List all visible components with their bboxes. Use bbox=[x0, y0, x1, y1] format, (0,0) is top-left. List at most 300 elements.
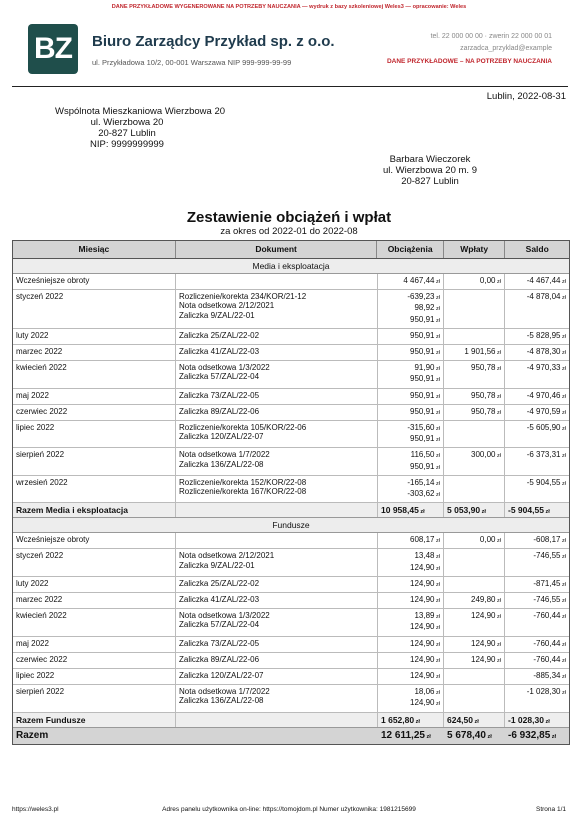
section-total-charges bbox=[378, 503, 444, 517]
cell-month: marzec 2022 bbox=[13, 345, 176, 360]
table-row bbox=[13, 577, 569, 593]
cell-documents bbox=[176, 669, 378, 684]
charge-entry-value: 950,91 bbox=[410, 374, 435, 384]
sender-block bbox=[55, 106, 255, 150]
document-entry: Zaliczka 120/ZAL/22-07 bbox=[179, 432, 264, 442]
cell-balance bbox=[505, 609, 569, 635]
recipient-block bbox=[360, 154, 500, 187]
table-row bbox=[13, 637, 569, 653]
charge-entry-value: -165,14 bbox=[407, 477, 435, 487]
table-row bbox=[13, 345, 569, 361]
cell-documents bbox=[176, 577, 378, 592]
balance-entry-value: -871,45 bbox=[533, 578, 561, 588]
balance-entry bbox=[508, 423, 566, 434]
charge-entry-value: 13,89 bbox=[414, 611, 435, 621]
balance-entry-value: -5 828,95 bbox=[526, 330, 561, 340]
cell-payments bbox=[444, 593, 505, 608]
table-row bbox=[13, 593, 569, 609]
document-entry: Rozliczenie/korekta 152/KOR/22-08 bbox=[179, 477, 307, 487]
currency-label: zł bbox=[560, 581, 566, 588]
document-entry: Zaliczka 73/ZAL/22-05 bbox=[179, 390, 260, 400]
grand-total-balance-value: -6 932,85 bbox=[508, 729, 551, 741]
charge-entry bbox=[381, 655, 440, 666]
charge-entry-value: 124,90 bbox=[410, 562, 435, 572]
currency-label: zł bbox=[560, 674, 566, 681]
cell-documents bbox=[176, 421, 378, 447]
charge-entry bbox=[381, 622, 440, 633]
company-contact-email: zarzadca_przyklad@example bbox=[460, 45, 552, 52]
balance-entry bbox=[508, 347, 566, 358]
table-row bbox=[13, 476, 569, 503]
currency-label: zł bbox=[495, 279, 501, 285]
charge-entry-value: 98,92 bbox=[414, 303, 435, 313]
table-row bbox=[13, 421, 569, 448]
balance-entry-value: -760,44 bbox=[533, 611, 561, 621]
cell-month: Wcześniejsze obroty bbox=[13, 274, 176, 289]
cell-payments bbox=[444, 361, 505, 387]
charge-entry-value: 124,90 bbox=[410, 595, 435, 605]
cell-charges bbox=[378, 329, 444, 344]
balance-entry-value: -608,17 bbox=[533, 535, 561, 545]
cell-documents bbox=[176, 389, 378, 404]
charge-entry bbox=[381, 563, 440, 574]
cell-payments bbox=[444, 685, 505, 711]
currency-label: zł bbox=[495, 598, 501, 605]
cell-charges bbox=[378, 389, 444, 404]
table-row bbox=[13, 329, 569, 345]
cell-balance bbox=[505, 685, 569, 711]
sender-city: 20-827 Lublin bbox=[98, 128, 156, 139]
cell-documents bbox=[176, 290, 378, 328]
cell-charges bbox=[378, 405, 444, 420]
table-row bbox=[13, 685, 569, 712]
cell-balance bbox=[505, 448, 569, 474]
cell-month: maj 2022 bbox=[13, 637, 176, 652]
cell-documents bbox=[176, 593, 378, 608]
cell-charges bbox=[378, 345, 444, 360]
charge-entry bbox=[381, 434, 440, 445]
currency-label: zł bbox=[560, 641, 566, 648]
document-entry: Zaliczka 41/ZAL/22-03 bbox=[179, 595, 260, 605]
document-entry: Zaliczka 136/ZAL/22-08 bbox=[179, 696, 264, 706]
cell-balance bbox=[505, 533, 569, 548]
charge-entry bbox=[381, 363, 440, 374]
currency-label: zł bbox=[434, 657, 440, 664]
cell-month: sierpień 2022 bbox=[13, 448, 176, 474]
currency-label: zł bbox=[560, 657, 566, 664]
payment-entry-value: 124,90 bbox=[471, 638, 496, 648]
footer-website: https://weles3.pl bbox=[12, 806, 59, 813]
cell-charges bbox=[378, 577, 444, 592]
document-entry: Zaliczka 9/ZAL/22-01 bbox=[179, 560, 255, 570]
charge-entry bbox=[381, 303, 440, 314]
cell-balance bbox=[505, 577, 569, 592]
charge-entry bbox=[381, 315, 440, 326]
cell-payments bbox=[444, 653, 505, 668]
cell-payments bbox=[444, 290, 505, 328]
charge-entry bbox=[381, 489, 440, 500]
charge-entry-value: -315,60 bbox=[407, 423, 435, 433]
balance-entry bbox=[508, 671, 566, 682]
balance-entry-value: -4 878,30 bbox=[526, 347, 561, 357]
cell-charges bbox=[378, 361, 444, 387]
table-body bbox=[13, 259, 569, 744]
payment-entry bbox=[447, 391, 501, 402]
currency-label: zł bbox=[434, 437, 440, 444]
currency-label: zł bbox=[473, 718, 479, 725]
document-entry: Zaliczka 120/ZAL/22-07 bbox=[179, 671, 264, 681]
footer-page-number: Strona 1/1 bbox=[536, 806, 566, 813]
table-row bbox=[13, 533, 569, 549]
cell-payments bbox=[444, 669, 505, 684]
charge-entry-value: 124,90 bbox=[410, 578, 435, 588]
cell-month: luty 2022 bbox=[13, 577, 176, 592]
section-total-label: Razem Fundusze bbox=[13, 713, 176, 727]
section-total-payments bbox=[444, 713, 505, 727]
recipient-street: ul. Wierzbowa 20 m. 9 bbox=[383, 165, 477, 176]
currency-label: zł bbox=[480, 509, 486, 516]
currency-label: zł bbox=[434, 625, 440, 632]
balance-entry bbox=[508, 655, 566, 666]
section-total-charges-value: 10 958,45 bbox=[381, 505, 419, 516]
sender-street: ul. Wierzbowa 20 bbox=[90, 117, 164, 128]
charge-entry bbox=[381, 292, 440, 303]
balance-entry bbox=[508, 391, 566, 402]
cell-balance bbox=[505, 653, 569, 668]
cell-month: Wcześniejsze obroty bbox=[13, 533, 176, 548]
currency-label: zł bbox=[434, 366, 440, 373]
currency-label: zł bbox=[434, 641, 440, 648]
currency-label: zł bbox=[434, 598, 440, 605]
payment-entry-value: 0,00 bbox=[479, 276, 496, 285]
cell-documents bbox=[176, 448, 378, 474]
footer-user-panel-info: Adres panelu użytkownika on-line: https://tomojdom.pl Numer użytkownika: 1981215699 bbox=[162, 806, 416, 813]
currency-label: zł bbox=[434, 317, 440, 324]
balance-entry bbox=[508, 535, 566, 546]
currency-label: zł bbox=[560, 538, 566, 545]
charge-entry bbox=[381, 687, 440, 698]
currency-label: zł bbox=[434, 279, 440, 285]
balance-entry-value: -5 904,55 bbox=[526, 477, 561, 487]
currency-label: zł bbox=[495, 453, 501, 460]
balance-entry-value: -4 970,33 bbox=[526, 363, 561, 373]
section-total-charges-value: 1 652,80 bbox=[381, 714, 415, 725]
cell-documents bbox=[176, 549, 378, 575]
table-row bbox=[13, 549, 569, 576]
charge-entry bbox=[381, 551, 440, 562]
balance-entry bbox=[508, 331, 566, 342]
currency-label: zł bbox=[434, 350, 440, 357]
date-line: Lublin, 2022-08-31 bbox=[486, 91, 566, 102]
document-entry: Nota odsetkowa 2/12/2021 bbox=[179, 301, 275, 311]
cell-documents bbox=[176, 685, 378, 711]
cell-charges bbox=[378, 421, 444, 447]
cell-payments bbox=[444, 637, 505, 652]
grand-total-label: Razem bbox=[16, 729, 49, 741]
payment-entry-value: 249,80 bbox=[471, 595, 496, 605]
currency-label: zł bbox=[485, 733, 492, 740]
balance-entry-value: -760,44 bbox=[533, 654, 561, 664]
section-total-balance-value: -5 904,55 bbox=[508, 505, 544, 516]
cell-documents bbox=[176, 345, 378, 360]
charge-entry bbox=[381, 462, 440, 473]
document-entry: Nota odsetkowa 1/3/2022 bbox=[179, 611, 270, 621]
document-entry: Zaliczka 57/ZAL/22-04 bbox=[179, 372, 260, 382]
charge-entry bbox=[381, 450, 440, 461]
currency-label: zł bbox=[560, 690, 566, 697]
charge-entry bbox=[381, 595, 440, 606]
balance-entry bbox=[508, 292, 566, 303]
balance-entry bbox=[508, 639, 566, 650]
charge-entry-value: 950,91 bbox=[410, 314, 435, 324]
cell-payments bbox=[444, 549, 505, 575]
charge-entry-value: 91,90 bbox=[414, 363, 435, 373]
cell-documents bbox=[176, 405, 378, 420]
charge-entry-value: 13,48 bbox=[414, 551, 435, 561]
cell-charges bbox=[378, 274, 444, 289]
charge-entry bbox=[381, 579, 440, 590]
payment-entry-value: 0,00 bbox=[479, 535, 496, 545]
table-row bbox=[13, 448, 569, 475]
cell-balance bbox=[505, 329, 569, 344]
currency-label: zł bbox=[434, 690, 440, 697]
currency-label: zł bbox=[495, 409, 501, 416]
payment-entry bbox=[447, 595, 501, 606]
company-name: Biuro Zarządcy Przykład sp. z o.o. bbox=[92, 33, 335, 50]
balance-entry-value: -760,44 bbox=[533, 638, 561, 648]
currency-label: zł bbox=[560, 366, 566, 373]
cell-month: lipiec 2022 bbox=[13, 669, 176, 684]
currency-label: zł bbox=[495, 366, 501, 373]
balance-entry-value: -885,34 bbox=[533, 671, 561, 681]
cell-balance bbox=[505, 345, 569, 360]
section-total-payments-value: 624,50 bbox=[447, 714, 473, 725]
currency-label: zł bbox=[550, 733, 557, 740]
payment-entry bbox=[447, 407, 501, 418]
currency-label: zł bbox=[434, 393, 440, 400]
charge-entry-value: 116,50 bbox=[410, 450, 435, 460]
document-entry: Zaliczka 57/ZAL/22-04 bbox=[179, 620, 260, 630]
charge-entry bbox=[381, 391, 440, 402]
table-row bbox=[13, 290, 569, 329]
charge-entry-value: 950,91 bbox=[410, 434, 435, 444]
col-header-month: Miesiąc bbox=[13, 241, 176, 258]
document-entry: Zaliczka 41/ZAL/22-03 bbox=[179, 347, 260, 357]
section-total-payments-value: 5 053,90 bbox=[447, 505, 481, 516]
table-row bbox=[13, 274, 569, 290]
document-entry: Zaliczka 89/ZAL/22-06 bbox=[179, 406, 260, 416]
col-header-payments: Wpłaty bbox=[444, 241, 506, 258]
balance-entry-value: -746,55 bbox=[533, 595, 561, 605]
balance-entry bbox=[508, 407, 566, 418]
currency-label: zł bbox=[495, 393, 501, 400]
currency-label: zł bbox=[560, 426, 566, 433]
payment-entry bbox=[447, 450, 501, 461]
payment-entry-value: 950,78 bbox=[471, 390, 496, 400]
document-entry: Rozliczenie/korekta 234/KOR/21-12 bbox=[179, 292, 307, 302]
cell-charges bbox=[378, 593, 444, 608]
charge-entry bbox=[381, 331, 440, 342]
cell-month: styczeń 2022 bbox=[13, 549, 176, 575]
charge-entry-value: 124,90 bbox=[410, 698, 435, 708]
document-entry: Zaliczka 89/ZAL/22-06 bbox=[179, 654, 260, 664]
cell-balance bbox=[505, 421, 569, 447]
cell-balance bbox=[505, 637, 569, 652]
balance-entry-value: -4 467,44 bbox=[526, 276, 561, 285]
cell-payments bbox=[444, 405, 505, 420]
payment-entry-value: 950,78 bbox=[471, 363, 496, 373]
sender-name: Wspólnota Mieszkaniowa Wierzbowa 20 bbox=[55, 106, 226, 117]
currency-label: zł bbox=[434, 674, 440, 681]
statement-period: za okres od 2022-01 do 2022-08 bbox=[220, 226, 358, 237]
currency-label: zł bbox=[495, 614, 501, 621]
table-row bbox=[13, 389, 569, 405]
table-row bbox=[13, 669, 569, 685]
balance-entry bbox=[508, 595, 566, 606]
currency-label: zł bbox=[434, 581, 440, 588]
balance-entry-value: -4 970,46 bbox=[526, 390, 561, 400]
currency-label: zł bbox=[434, 333, 440, 340]
table-row bbox=[13, 405, 569, 421]
statement-table bbox=[12, 240, 570, 745]
charge-entry-value: 950,91 bbox=[410, 461, 435, 471]
balance-entry-value: -4 970,59 bbox=[526, 406, 561, 416]
cell-month: czerwiec 2022 bbox=[13, 405, 176, 420]
cell-balance bbox=[505, 405, 569, 420]
payment-entry bbox=[447, 639, 501, 650]
payment-entry bbox=[447, 655, 501, 666]
charge-entry-value: 950,91 bbox=[410, 390, 435, 400]
cell-month: marzec 2022 bbox=[13, 593, 176, 608]
cell-month: maj 2022 bbox=[13, 389, 176, 404]
charge-entry-value: 608,17 bbox=[410, 535, 435, 545]
balance-entry bbox=[508, 363, 566, 374]
charge-entry bbox=[381, 535, 440, 546]
balance-entry bbox=[508, 450, 566, 461]
balance-entry-value: -4 878,04 bbox=[526, 292, 561, 302]
document-entry: Nota odsetkowa 1/7/2022 bbox=[179, 450, 270, 460]
charge-entry bbox=[381, 671, 440, 682]
section-total-row bbox=[13, 713, 569, 728]
cell-documents bbox=[176, 653, 378, 668]
charge-entry bbox=[381, 407, 440, 418]
charge-entry-value: 950,91 bbox=[410, 406, 435, 416]
section-total-charges bbox=[378, 713, 444, 727]
cell-charges bbox=[378, 476, 444, 502]
cell-documents bbox=[176, 361, 378, 387]
currency-label: zł bbox=[434, 492, 440, 499]
currency-label: zł bbox=[434, 614, 440, 621]
balance-entry-value: -5 605,90 bbox=[526, 423, 561, 433]
cell-payments bbox=[444, 421, 505, 447]
cell-documents bbox=[176, 274, 378, 289]
grand-total-spacer bbox=[176, 728, 378, 744]
currency-label: zł bbox=[434, 565, 440, 572]
col-header-charges: Obciążenia bbox=[377, 241, 444, 258]
document-entry: Nota odsetkowa 1/7/2022 bbox=[179, 687, 270, 697]
cell-payments bbox=[444, 476, 505, 502]
section-total-payments bbox=[444, 503, 505, 517]
document-entry: Zaliczka 25/ZAL/22-02 bbox=[179, 578, 260, 588]
header-divider bbox=[12, 86, 568, 87]
charge-entry bbox=[381, 611, 440, 622]
col-header-balance: Saldo bbox=[525, 244, 549, 254]
top-watermark-note: DANE PRZYKŁADOWE WYGENEROWANE NA POTRZEBY NAUCZANIA — wydruk z bazy szkoleniowej Weles3 — opracowanie: Weles bbox=[111, 4, 467, 10]
section-total-label: Razem Media i eksploatacja bbox=[13, 503, 176, 517]
section-total-row bbox=[13, 503, 569, 518]
payment-entry bbox=[447, 347, 501, 358]
cell-charges bbox=[378, 549, 444, 575]
currency-label: zł bbox=[560, 453, 566, 460]
charge-entry bbox=[381, 698, 440, 709]
currency-label: zł bbox=[495, 538, 501, 545]
payment-entry bbox=[447, 363, 501, 374]
col-header-document: Dokument bbox=[176, 241, 378, 258]
charge-entry-value: 950,91 bbox=[410, 330, 435, 340]
payment-entry-value: 950,78 bbox=[471, 406, 496, 416]
cell-month: wrzesień 2022 bbox=[13, 476, 176, 502]
currency-label: zł bbox=[434, 306, 440, 313]
charge-entry-value: 18,06 bbox=[414, 687, 435, 697]
cell-balance bbox=[505, 361, 569, 387]
currency-label: zł bbox=[418, 509, 425, 516]
document-entry: Rozliczenie/korekta 167/KOR/22-08 bbox=[179, 487, 307, 497]
section-total-balance bbox=[505, 503, 569, 517]
charge-entry-value: 124,90 bbox=[410, 654, 435, 664]
currency-label: zł bbox=[424, 733, 431, 740]
balance-entry bbox=[508, 551, 566, 562]
cell-documents bbox=[176, 609, 378, 635]
currency-label: zł bbox=[434, 538, 440, 545]
sample-data-notice: DANE PRZYKŁADOWE – NA POTRZEBY NAUCZANIA bbox=[386, 58, 552, 65]
cell-payments bbox=[444, 389, 505, 404]
balance-entry-value: -746,55 bbox=[533, 551, 561, 561]
currency-label: zł bbox=[434, 464, 440, 471]
currency-label: zł bbox=[434, 701, 440, 708]
currency-label: zł bbox=[414, 718, 420, 725]
cell-balance bbox=[505, 593, 569, 608]
cell-payments bbox=[444, 577, 505, 592]
cell-charges bbox=[378, 609, 444, 635]
cell-month: lipiec 2022 bbox=[13, 421, 176, 447]
cell-month: sierpień 2022 bbox=[13, 685, 176, 711]
cell-month: kwiecień 2022 bbox=[13, 609, 176, 635]
balance-entry bbox=[508, 276, 566, 287]
charge-entry-value: -639,23 bbox=[407, 292, 435, 302]
cell-charges bbox=[378, 290, 444, 328]
cell-payments bbox=[444, 274, 505, 289]
statement-title: Zestawienie obciążeń i wpłat bbox=[186, 209, 392, 226]
document-entry: Zaliczka 25/ZAL/22-02 bbox=[179, 330, 260, 340]
cell-charges bbox=[378, 685, 444, 711]
currency-label: zł bbox=[434, 480, 440, 487]
cell-balance bbox=[505, 669, 569, 684]
charge-entry bbox=[381, 478, 440, 489]
currency-label: zł bbox=[560, 295, 566, 302]
cell-month: kwiecień 2022 bbox=[13, 361, 176, 387]
cell-documents bbox=[176, 637, 378, 652]
cell-payments bbox=[444, 345, 505, 360]
currency-label: zł bbox=[560, 393, 566, 400]
cell-charges bbox=[378, 653, 444, 668]
cell-balance bbox=[505, 290, 569, 328]
charge-entry-value: 4 467,44 bbox=[403, 276, 435, 285]
grand-total-charges-value: 12 611,25 bbox=[381, 729, 425, 741]
currency-label: zł bbox=[434, 409, 440, 416]
cell-documents bbox=[176, 476, 378, 502]
payment-entry-value: 300,00 bbox=[471, 450, 496, 460]
cell-balance bbox=[505, 389, 569, 404]
